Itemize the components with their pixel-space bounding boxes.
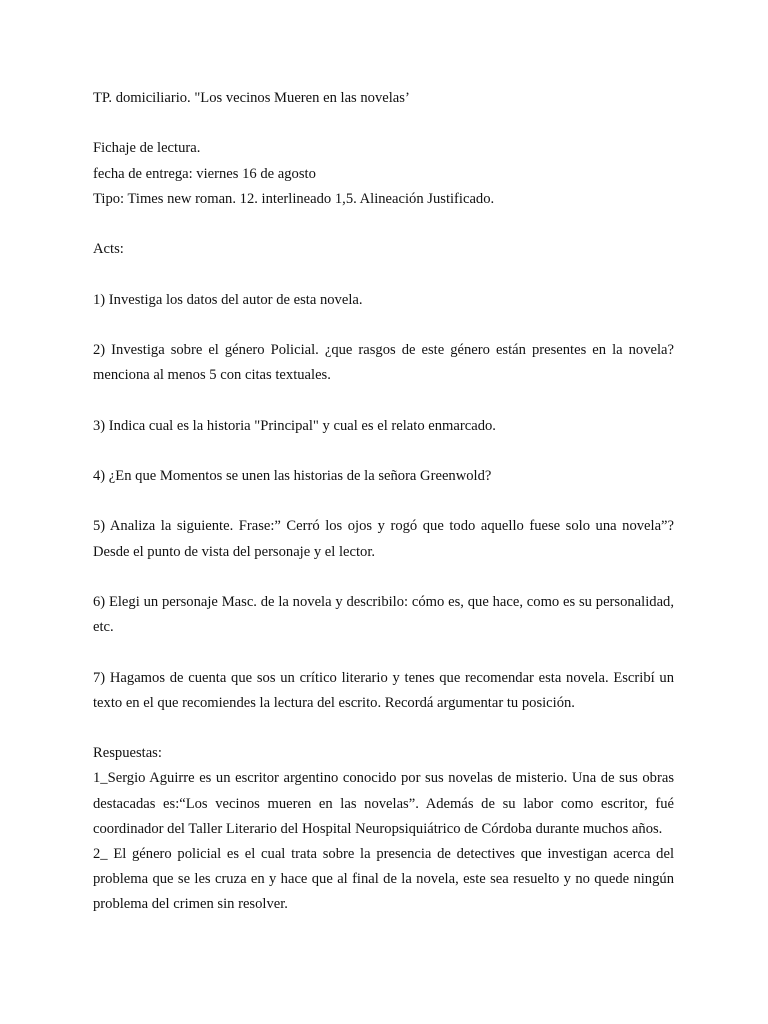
blank-line [93,716,674,741]
blank-line [93,640,674,665]
act-item-5: 5) Analiza la siguiente. Frase:” Cerró los ojos y rogó que todo aquello fuese solo una novela”? Desde el punto de vista del personaje y el lector. [93,518,674,560]
fecha-entrega-line: fecha de entrega: viernes 16 de agosto [93,165,316,182]
document-title: TP. domiciliario. "Los vecinos Mueren en las novelas’ [93,90,410,106]
act-item-7: 7) Hagamos de cuenta que sos un crítico literario y tenes que recomendar esta novela. Escribí un texto en el que recomiendes la lectura del escrito. Recordá argumentar tu posición. [93,669,674,711]
acts-heading: Acts: [93,241,124,258]
blank-line [93,313,674,338]
tipo-line: Tipo: Times new roman. 12. interlineado 1,5. Alineación Justificado. [93,190,495,207]
respuestas-heading: Respuestas: [93,745,162,762]
blank-line [93,111,674,136]
blank-line [93,565,674,590]
blank-line [93,262,674,287]
blank-line [93,439,674,464]
blank-line [93,388,674,413]
respuesta-item-1: 1_Sergio Aguirre es un escritor argentino conocido por sus novelas de misterio. Una de sus obras destacadas es:“Los vecinos mueren en las novelas”. Además de su labor como escritor, fué coordinador del Taller Literario del Hospital Neuropsiquiátrico de Córdoba durante muchos años. [93,770,674,837]
act-item-1: 1) Investiga los datos del autor de esta novela. [93,291,363,308]
act-item-6: 6) Elegi un personaje Masc. de la novela y describilo: cómo es, que hace, como es su personalidad, etc. [93,593,674,636]
act-item-3: 3) Indica cual es la historia "Principal" y cual es el relato enmarcado. [93,417,496,434]
act-item-2: 2) Investiga sobre el género Policial. ¿que rasgos de este género están presentes en la novela? menciona al menos 5 con citas textuales. [93,341,674,384]
blank-line [93,489,674,514]
blank-line [93,212,674,237]
fichaje-line: Fichaje de lectura. [93,140,201,157]
act-item-4: 4) ¿En que Momentos se unen las historias de la señora Greenwold? [93,467,492,484]
respuesta-item-2: 2_ El género policial es el cual trata sobre la presencia de detectives que investigan acerca del problema que se les cruza en y hace que al final de la novela, este sea resuelto y no quede ningún problema del crimen sin resolver. [93,845,674,913]
document-page [93,86,674,918]
